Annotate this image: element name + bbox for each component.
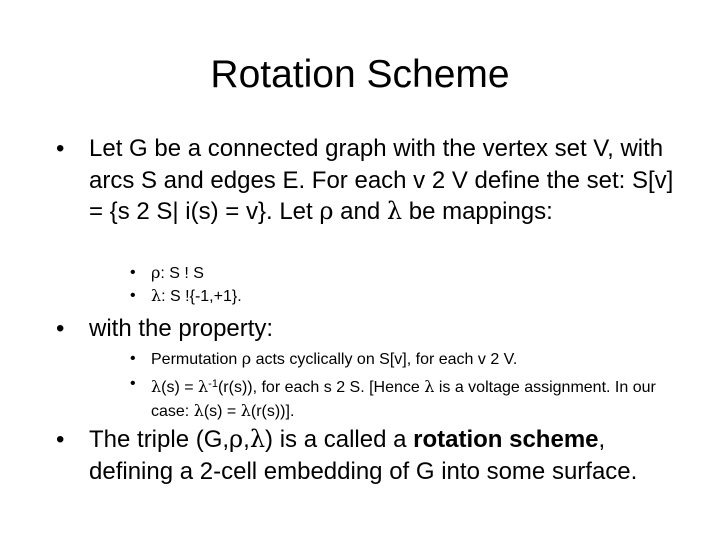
sub-bullet-permutation: • Permutation ρ acts cyclically on S[v], for each v 2 V. bbox=[130, 348, 670, 372]
lambda-symbol: λ bbox=[240, 400, 251, 420]
rho-symbol: ρ bbox=[151, 263, 161, 282]
lambda-symbol: λ bbox=[424, 377, 435, 396]
bullet-text: with the property: bbox=[89, 315, 274, 342]
bullet-marker: • bbox=[130, 287, 136, 304]
sub-bullet-lambda-property: • $\lambda(s) = \lambda^{-1}(r(s))$, for each s 2 S. [Hence λ is a voltage assignment. In our case: λ(s) = λ(r(s))]. bbox=[130, 375, 656, 420]
rho-symbol: ρ bbox=[319, 197, 334, 225]
bullet-marker: • bbox=[56, 135, 65, 162]
lambda-symbol: λ bbox=[193, 400, 204, 420]
bullet-let-g bbox=[56, 133, 676, 228]
lambda-symbol: λ bbox=[151, 377, 162, 396]
sub-bullet-lambda-map: • λ: S !{-1,+1}. bbox=[130, 285, 670, 309]
bullet-with-property bbox=[56, 313, 676, 345]
bullet-marker: • bbox=[130, 264, 136, 281]
bullet-marker: • bbox=[130, 375, 136, 392]
lambda-symbol: λ bbox=[151, 286, 162, 305]
bullet-marker: • bbox=[56, 426, 65, 453]
lambda-symbol: λ bbox=[198, 377, 209, 396]
lambda-symbol: λ bbox=[249, 425, 266, 453]
sub-bullet-rho-map: • ρ: S ! S bbox=[130, 262, 670, 286]
rho-symbol: ρ bbox=[241, 349, 252, 368]
lambda-symbol: λ bbox=[386, 197, 403, 225]
inverse-exponent: -1 bbox=[208, 378, 218, 390]
bullet-text: The triple (G,ρ,λ) is a called a rotation scheme, defining a 2-cell embedding of G into some surface. bbox=[89, 425, 638, 485]
bullet-triple bbox=[56, 424, 676, 487]
rotation-scheme-term: rotation scheme bbox=[413, 426, 599, 453]
bullet-marker: • bbox=[56, 315, 65, 342]
bullet-text: Let G be a connected graph with the vertex set V, with arcs S and edges E. For each v 2 V define the set: S[v] = {s 2 S| i(s) = v}. Let ρ and λ be mappings: bbox=[89, 135, 674, 225]
slide-title: Rotation Scheme bbox=[210, 53, 510, 96]
rho-symbol: ρ bbox=[229, 425, 244, 453]
bullet-marker: • bbox=[130, 350, 136, 367]
